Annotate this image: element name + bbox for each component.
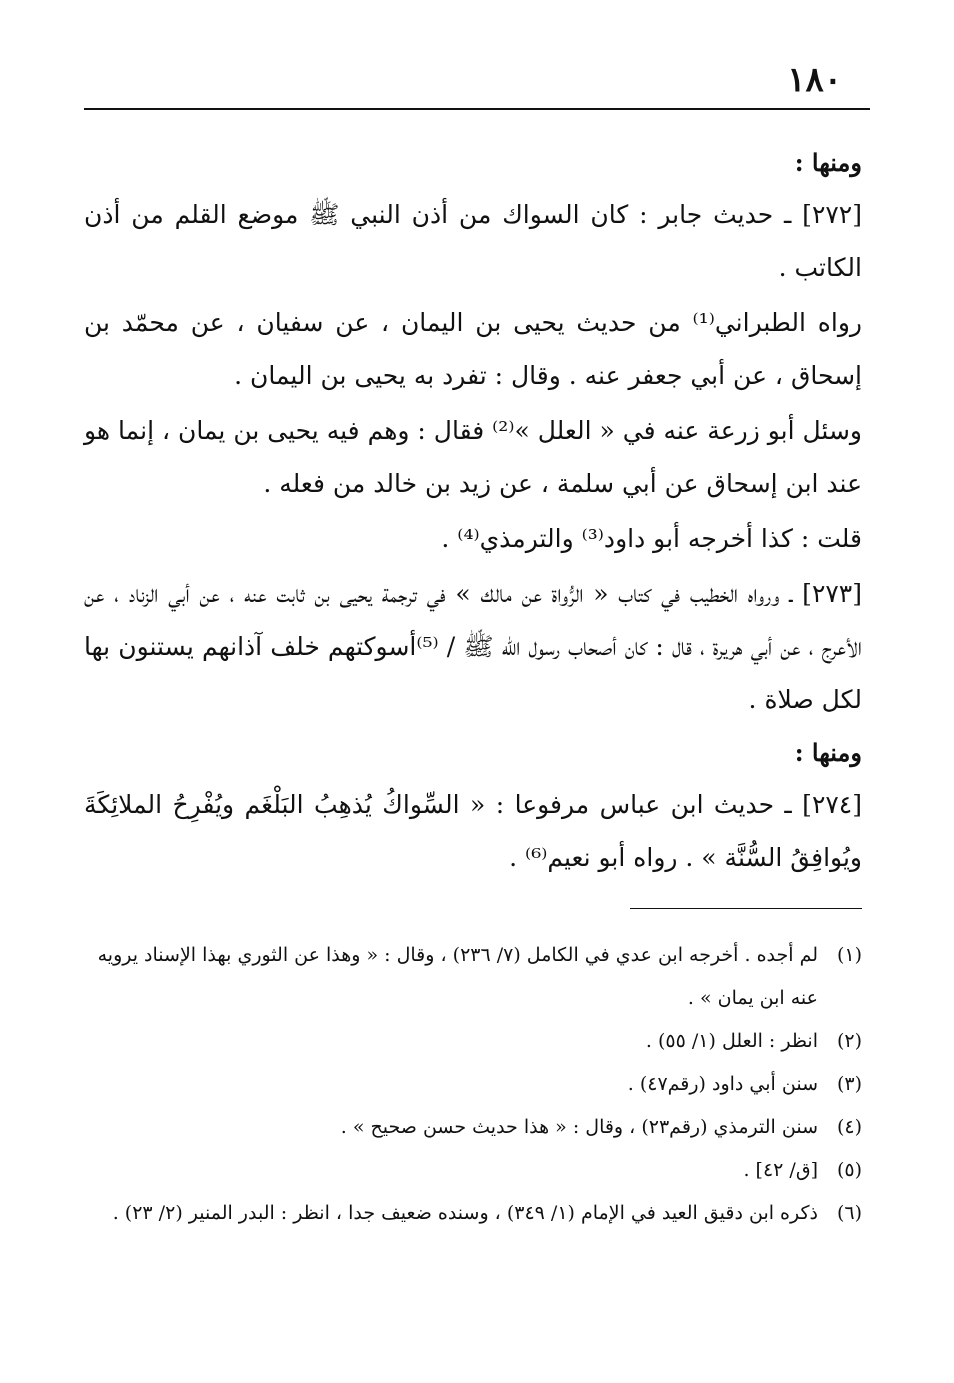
section-heading: ومنها : [794, 738, 862, 767]
footnote-text: [ق/ ٤٢] . [743, 1159, 818, 1181]
footnote-text: انظر : العلل (١/ ٥٥) . [645, 1030, 818, 1052]
paragraph-qultu: قلت : كذا أخرجه أبو داود⁽³⁾ والترمذي⁽⁴⁾ . [441, 524, 862, 553]
footnote-number: (٢) [836, 1030, 862, 1052]
footnote-text: سنن الترمذي (رقم٢٣) ، وقال : « هذا حديث حسن صحيح » . [340, 1116, 818, 1138]
footnote-number: (٥) [836, 1159, 862, 1181]
footnote-number: (٤) [836, 1116, 862, 1138]
hadith-274: [٢٧٤] ـ حديث ابن عباس مرفوعا : « السِّواكُ يُذهِبُ البَلْغَم ويُفْرِحُ الملائِكَةَ ويُوافِقُ السُّنَّة » . رواه أبو نعيم⁽⁶⁾ . [84, 790, 862, 872]
footnote-number: (٦) [836, 1202, 862, 1224]
paragraph-tabarani: رواه الطبراني⁽¹⁾ من حديث يحيى بن اليمان ، عن سفيان ، عن محمّد بن إسحاق ، عن أبي جعفر عنه . وقال : تفرد به يحيى بن اليمان . [84, 308, 862, 390]
paragraph-abu-zura: وسئل أبو زرعة عنه في « العلل »⁽²⁾ فقال : وهم فيه يحيى بن يمان ، إنما هو عند ابن إسحاق عن أبي سلمة ، عن زيد بن خالد من فعله . [84, 416, 862, 498]
section-heading: ومنها : [794, 148, 862, 177]
header-rule [84, 108, 870, 110]
footnote-text: لم أجده . أخرجه ابن عدي في الكامل (٧/ ٢٣٦) ، وقال : « وهذا عن الثوري بهذا الإسناد يرويه عنه ابن يمان » . [97, 944, 818, 1009]
footnote-1 [84, 934, 862, 1020]
footnote-5 [84, 1149, 862, 1192]
footnotes [84, 934, 862, 1235]
hadith-272: [٢٧٢] ـ حديث جابر : كان السواك من أذن النبي ﷺ موضع القلم من أذن الكاتب . [84, 200, 862, 282]
main-text [84, 138, 862, 886]
footnote-separator [630, 908, 862, 909]
footnote-3 [84, 1063, 862, 1106]
footnote-text: سنن أبي داود (رقم٤٧) . [627, 1073, 818, 1095]
footnote-2 [84, 1020, 862, 1063]
footnote-6 [84, 1192, 862, 1235]
hadith-273: [٢٧٣] ـ ورواه الخطيب في كتاب « الرُّواة عن مالك » في ترجمة يحيى بن ثابت عنه ، عن أبي الزناد ، عن الأعرج ، عن أبي هريرة ، قال : كان أصحاب رسول الله ﷺ / ⁽⁵⁾أسوكتهم خلف آذانهم يستنون بها لكل صلاة . [84, 579, 862, 714]
footnote-text: ذكره ابن دقيق العيد في الإمام (١/ ٣٤٩) ، وسنده ضعيف جدا ، انظر : البدر المنير (٢/ ٢٣) . [112, 1202, 818, 1224]
footnote-number: (٣) [836, 1073, 862, 1095]
page-number: ١٨٠ [787, 60, 842, 100]
footnote-number: (١) [836, 944, 862, 966]
footnote-4 [84, 1106, 862, 1149]
